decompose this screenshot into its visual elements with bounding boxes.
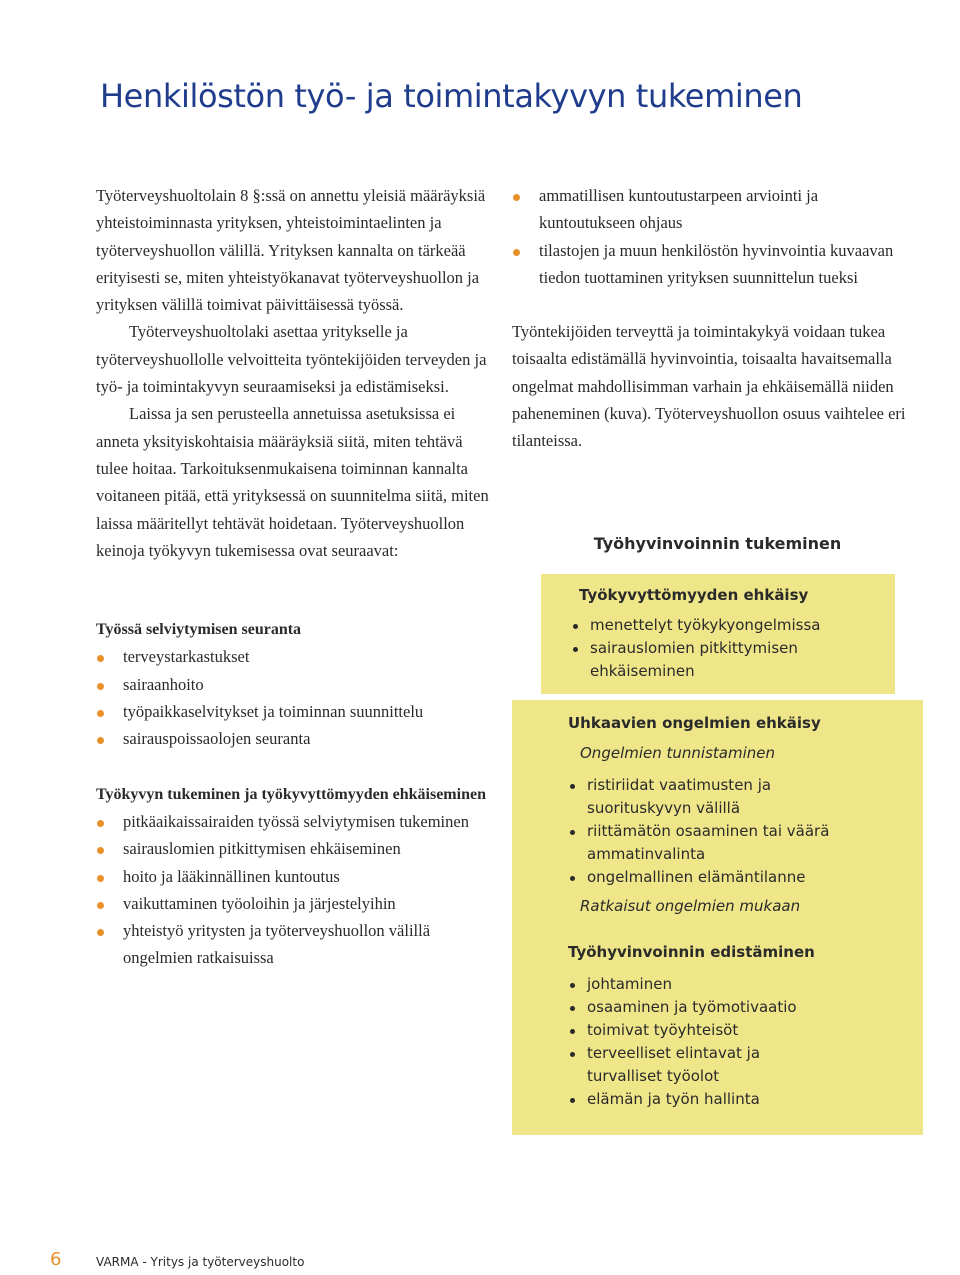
section-heading-work-ability: Työkyvyn tukeminen ja työkyvyttömyyden ehkäiseminen [96, 785, 486, 803]
bullet-icon [570, 1052, 575, 1057]
bullet-icon [97, 655, 104, 662]
work-ability-list [96, 808, 496, 972]
list-item: sairaanhoito [96, 671, 496, 698]
bullet-icon [97, 737, 104, 744]
bullet-icon [570, 830, 575, 835]
list-item: terveystarkastukset [96, 643, 496, 670]
right-list [512, 182, 912, 291]
box-threat-prevention [512, 700, 923, 1135]
bullet-icon [97, 875, 104, 882]
left-column [96, 182, 496, 972]
list-item: ongelmallinen elämäntilanne [568, 866, 838, 889]
list-item: sairauspoissaolojen seuranta [96, 725, 496, 752]
list-item: menettelyt työkykyongelmissa [571, 614, 895, 637]
box-footer: Ratkaisut ongelmien mukaan [580, 897, 801, 915]
list-item: sairauslomien pitkittymisen ehkäiseminen [571, 637, 840, 683]
box-heading: Työhyvinvoinnin edistäminen [568, 943, 815, 961]
list-item: osaaminen ja työmotivaatio [568, 996, 828, 1019]
list-item: tilastojen ja muun henkilöstön hyvinvointia kuvaavan tiedon tuottaminen yrityksen suunnittelun tueksi [512, 237, 912, 292]
list-item: työpaikkaselvitykset ja toiminnan suunnittelu [96, 698, 496, 725]
bullet-icon [573, 647, 578, 652]
box-heading: Työkyvyttömyyden ehkäisy [579, 586, 809, 604]
list-item: ristiriidat vaatimusten ja suorituskyvyn välillä [568, 774, 838, 820]
box-subheading: Ongelmien tunnistaminen [580, 744, 775, 762]
bullet-icon [570, 784, 575, 789]
list-item: ammatillisen kuntoutustarpeen arviointi ja kuntoutukseen ohjaus [512, 182, 912, 237]
bullet-icon [97, 683, 104, 690]
list-item: toimivat työyhteisöt [568, 1019, 828, 1042]
means-paragraph: Laissa ja sen perusteella annetuissa asetuksissa ei anneta yksityiskohtaisia määräyksiä siitä, miten tehtävä tulee hoitaa. Tarkoituksenmukaisena toiminnan kannalta voitaneen pitää, että yrityksessä on suunnitelma siitä, miten laissa määritellyt tehtävät hoidetaan. Työterveyshuollon keinoja työkyvyn tukemisessa ovat seuraavat: [96, 404, 489, 560]
section-heading-follow-up: Työssä selviytymisen seuranta [96, 621, 302, 639]
list-item: sairauslomien pitkittymisen ehkäiseminen [96, 835, 496, 862]
bullet-icon [573, 624, 578, 629]
page-number: 6 [50, 1249, 62, 1270]
footer-text: VARMA - Yritys ja työterveyshuolto [96, 1255, 305, 1269]
diagram-title: Työhyvinvoinnin tukeminen [593, 534, 842, 553]
box-list [571, 614, 895, 683]
bullet-icon [570, 1006, 575, 1011]
support-paragraph: Työntekijöiden terveyttä ja toimintakykyä voidaan tukea toisaalta edistämällä hyvinvointia, toisaalta havaitsemalla ongelmat mahdollisimman varhain ja ehkäisemällä niiden paheneminen (kuva). Työterveyshuollon osuus vaihtelee eri tilanteissa. [512, 322, 906, 451]
right-column [512, 182, 912, 455]
law-paragraph: Työterveyshuoltolaki asettaa yritykselle ja työterveyshuollolle velvoitteita työntekijöiden terveyden ja työ- ja toimintakyvyn seuraamiseksi ja edistämiseksi. [96, 322, 487, 397]
list-item: pitkäaikaissairaiden työssä selviytymisen tukeminen [96, 808, 496, 835]
bullet-icon [513, 249, 520, 256]
bullet-icon [97, 820, 104, 827]
list-item: vaikuttaminen työoloihin ja järjestelyihin [96, 890, 496, 917]
list-item: terveelliset elintavat ja turvalliset työolot [568, 1042, 828, 1088]
bullet-icon [570, 1098, 575, 1103]
box-incapacity-prevention [541, 574, 895, 694]
list-item: yhteistyö yritysten ja työterveyshuollon välillä ongelmien ratkaisuissa [96, 917, 496, 972]
box-list [568, 973, 828, 1111]
list-item: hoito ja lääkinnällinen kuntoutus [96, 863, 496, 890]
box-list [568, 774, 838, 889]
page-title: Henkilöstön työ- ja toimintakyvyn tukeminen [100, 77, 803, 115]
bullet-icon [97, 929, 104, 936]
bullet-icon [570, 1029, 575, 1034]
list-item: elämän ja työn hallinta [568, 1088, 828, 1111]
bullet-icon [97, 847, 104, 854]
bullet-icon [513, 194, 520, 201]
list-item: riittämätön osaaminen tai väärä ammatinvalinta [568, 820, 838, 866]
bullet-icon [97, 710, 104, 717]
bullet-icon [570, 876, 575, 881]
list-item: johtaminen [568, 973, 828, 996]
bullet-icon [97, 902, 104, 909]
box-heading: Uhkaavien ongelmien ehkäisy [568, 714, 821, 732]
follow-up-list [96, 643, 496, 752]
intro-paragraph: Työterveyshuoltolain 8 §:ssä on annettu yleisiä määräyksiä yhteistoiminnasta yrityksen, yhteistoimintaelinten ja työterveyshuollon välillä. Yrityksen kannalta on tärkeää erityisesti se, miten yhteistyökanavat työterveyshuollon ja yrityksen välillä toimivat päivittäisessä työssä. [96, 186, 486, 315]
bullet-icon [570, 983, 575, 988]
